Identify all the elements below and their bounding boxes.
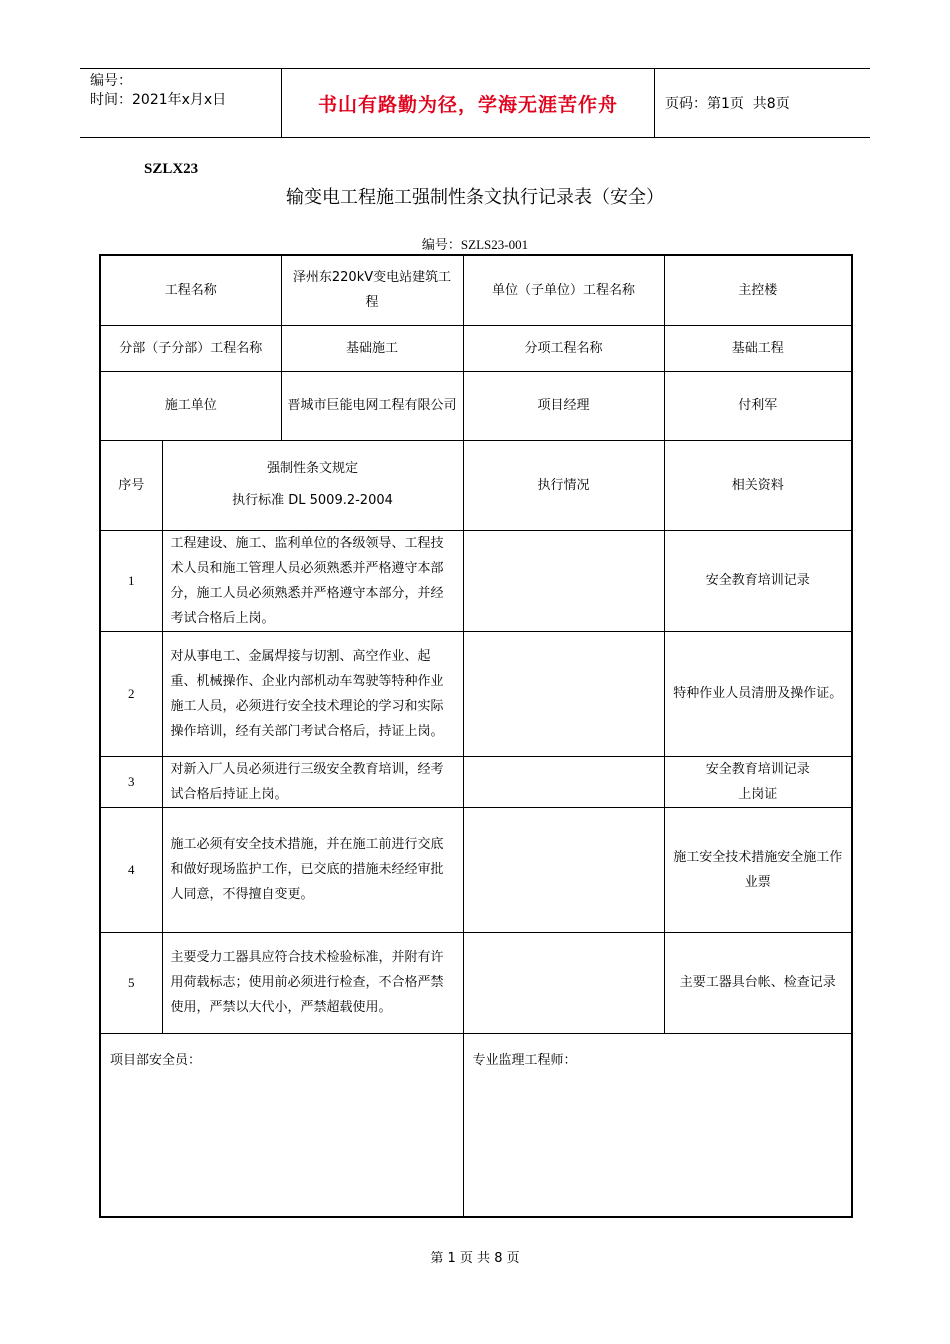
table-row <box>100 530 852 631</box>
row-clause: 对新入厂人员必须进行三级安全教育培训，经考试合格后持证上岗。 <box>162 756 463 807</box>
document-number-label: 编号： <box>421 237 461 252</box>
supervisor-signature: 专业监理工程师： <box>463 1033 852 1217</box>
project-name-value: 泽州东220kV变电站建筑工程 <box>281 255 463 325</box>
header-motto: 书山有路勤为径，学海无涯苦作舟 <box>317 93 618 116</box>
contractor-label: 施工单位 <box>100 371 281 440</box>
subitem-label: 分项工程名称 <box>463 325 664 371</box>
unit-project-value: 主控楼 <box>664 255 852 325</box>
table-row <box>100 631 852 756</box>
manager-label: 项目经理 <box>463 371 664 440</box>
safety-officer-signature: 项目部安全员： <box>100 1033 463 1217</box>
column-header-row <box>100 440 852 530</box>
row-docs: 特种作业人员清册及操作证。 <box>664 631 852 756</box>
row-seq: 2 <box>100 631 162 756</box>
row-status <box>463 530 664 631</box>
header-divider <box>654 69 655 137</box>
row-clause: 施工必须有安全技术措施，并在施工前进行交底和做好现场监护工作，已交底的措施未经经审批人同意，不得擅自变更。 <box>162 807 463 932</box>
status-header: 执行情况 <box>463 440 664 530</box>
document-number-value: SZLS23-001 <box>460 237 529 252</box>
project-name-label: 工程名称 <box>100 255 281 325</box>
row-clause: 工程建设、施工、监利单位的各级领导、工程技术人员和施工管理人员必须熟悉并严格遵守本部分，施工人员必须熟悉并严格遵守本部分，并经考试合格后上岗。 <box>162 530 463 631</box>
table-row <box>100 756 852 807</box>
signature-row <box>100 1033 852 1217</box>
contractor-value: 晋城市巨能电网工程有限公司 <box>281 371 463 440</box>
document-title: 输变电工程施工强制性条文执行记录表（安全） <box>286 187 664 208</box>
document-number <box>0 234 950 253</box>
row-status <box>463 807 664 932</box>
row-docs: 主要工器具台帐、检查记录 <box>664 932 852 1033</box>
division-label: 分部（子分部）工程名称 <box>100 325 281 371</box>
unit-project-label: 单位（子单位）工程名称 <box>463 255 664 325</box>
row-clause: 对从事电工、金属焊接与切割、高空作业、起重、机械操作、企业内部机动车驾驶等特种作业施工人员，必须进行安全技术理论的学习和实际操作培训，经有关部门考试合格后，持证上岗。 <box>162 631 463 756</box>
row-docs: 施工安全技术措施安全施工作业票 <box>664 807 852 932</box>
info-row-division <box>100 325 852 371</box>
row-seq: 3 <box>100 756 162 807</box>
row-seq: 5 <box>100 932 162 1033</box>
info-row-contractor <box>100 371 852 440</box>
serial-label: 编号： <box>90 73 132 89</box>
page-footer: 第 1 页 共 8 页 <box>430 1251 520 1266</box>
docs-header: 相关资料 <box>664 440 852 530</box>
header-meta <box>90 72 226 110</box>
row-status <box>463 756 664 807</box>
manager-value: 付利军 <box>664 371 852 440</box>
row-status <box>463 932 664 1033</box>
clause-header-line2: 执行标准 DL 5009.2-2004 <box>232 493 393 508</box>
row-seq: 1 <box>100 530 162 631</box>
table-row <box>100 932 852 1033</box>
page-header <box>80 68 870 138</box>
row-docs: 安全教育培训记录 <box>664 530 852 631</box>
row-clause: 主要受力工器具应符合技术检验标准，并附有许用荷载标志；使用前必须进行检查，不合格严禁使用，严禁以大代小，严禁超载使用。 <box>162 932 463 1033</box>
subitem-value: 基础工程 <box>664 325 852 371</box>
time-label: 时间：2021年x月x日 <box>90 92 227 108</box>
row-docs: 安全教育培训记录 上岗证 <box>664 756 852 807</box>
record-table <box>99 254 853 1218</box>
info-row-project <box>100 255 852 325</box>
division-value: 基础施工 <box>281 325 463 371</box>
table-row <box>100 807 852 932</box>
row-status <box>463 631 664 756</box>
seq-header: 序号 <box>100 440 162 530</box>
clause-header-line1: 强制性条文规定 <box>267 461 359 476</box>
form-code: SZLX23 <box>144 161 199 177</box>
header-page-label: 页码：第1页 共8页 <box>665 96 790 112</box>
row-seq: 4 <box>100 807 162 932</box>
clause-header <box>162 440 463 530</box>
